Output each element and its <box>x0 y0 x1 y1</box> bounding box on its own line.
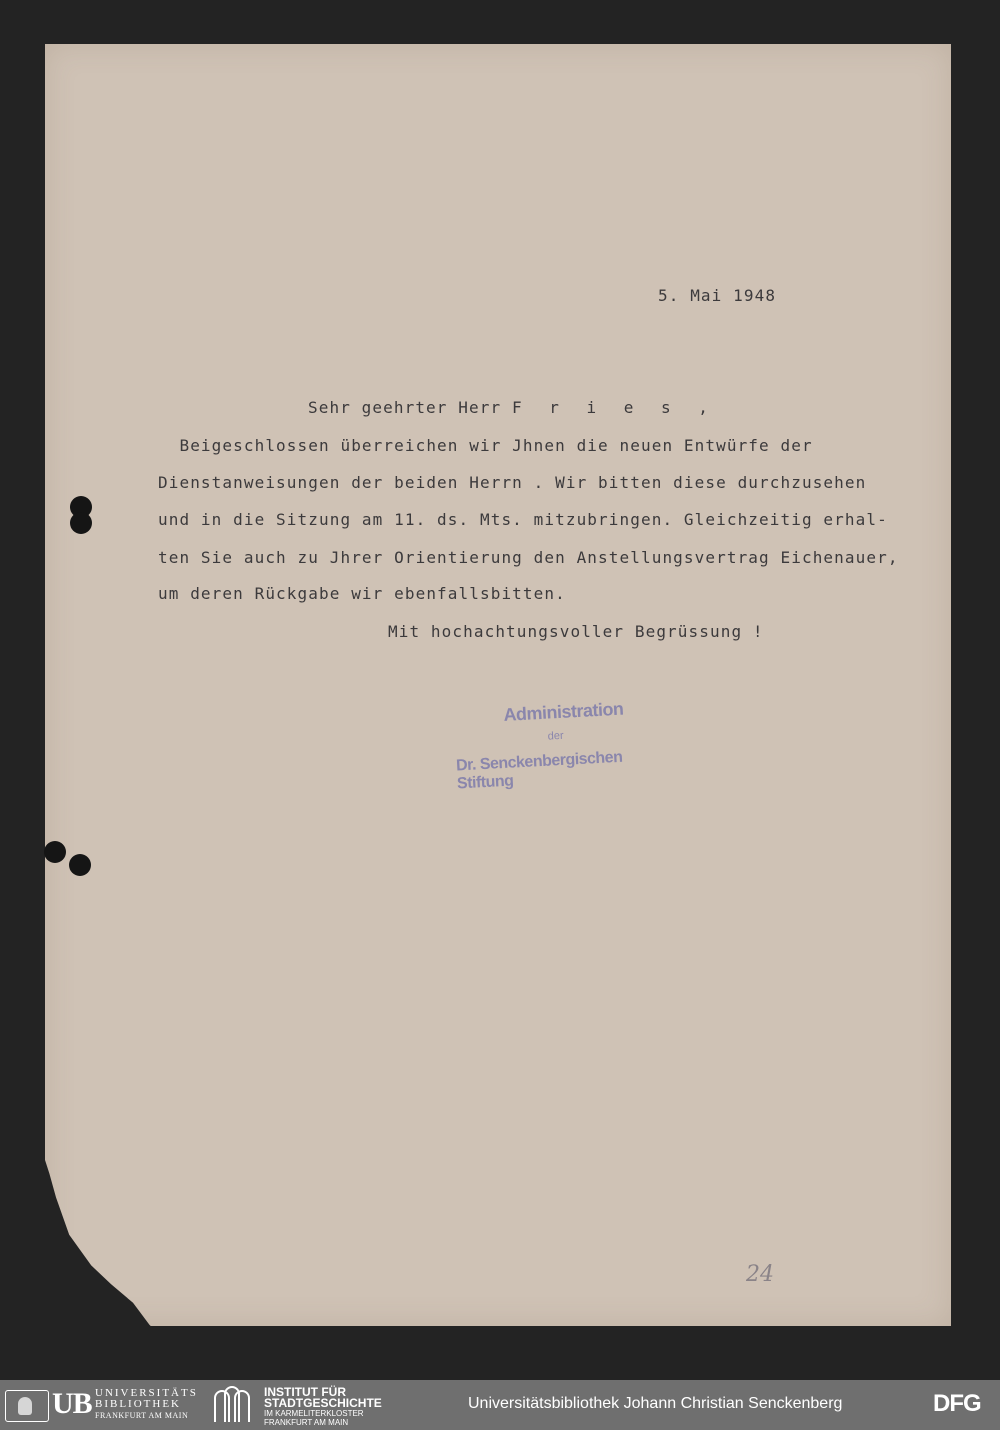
punch-hole <box>69 854 91 876</box>
isg-line: IM KARMELITERKLOSTER <box>264 1409 364 1418</box>
ub-line: FRANKFURT AM MAIN <box>95 1411 189 1420</box>
footer-bar <box>0 1380 1000 1430</box>
ub-logo-text <box>95 1388 198 1421</box>
letter-page <box>45 44 951 1326</box>
letter-date: 5. Mai 1948 <box>658 286 777 305</box>
punch-hole <box>70 512 92 534</box>
body-line: und in die Sitzung am 11. ds. Mts. mitzubringen. Gleichzeitig erhal- <box>158 510 888 529</box>
isg-line: FRANKFURT AM MAIN <box>264 1418 349 1427</box>
dfg-logo: DFG <box>933 1390 981 1417</box>
isg-arches-icon <box>214 1388 250 1422</box>
letter-salutation <box>308 398 717 417</box>
punch-hole <box>44 841 66 863</box>
body-line: um deren Rückgabe wir ebenfallsbitten. <box>158 584 566 603</box>
ub-portrait-icon <box>5 1390 49 1422</box>
body-line: ten Sie auch zu Jhrer Orientierung den Anstellungsvertrag Eichenauer, <box>158 548 899 567</box>
body-line: Dienstanweisungen der beiden Herrn . Wir bitten diese durchzusehen <box>158 473 867 492</box>
stamp-line: der <box>547 729 564 743</box>
ub-logo-letters: UB <box>52 1387 92 1420</box>
ub-line: BIBLIOTHEK <box>95 1398 181 1410</box>
salutation-name: F r i e s , <box>511 398 717 417</box>
salutation-prefix: Sehr geehrter Herr <box>308 398 512 417</box>
isg-logo-text <box>264 1387 382 1427</box>
library-name: Universitätsbibliothek Johann Christian Senckenberg <box>468 1395 843 1412</box>
institution-stamp <box>448 696 672 793</box>
stamp-line: Administration <box>502 698 624 725</box>
letter-closing: Mit hochachtungsvoller Begrüssung ! <box>388 622 764 641</box>
isg-line: STADTGESCHICHTE <box>264 1396 382 1410</box>
page-number-mark: 24 <box>746 1262 774 1287</box>
body-line: Beigeschlossen überreichen wir Jhnen die neuen Entwürfe der <box>158 436 813 455</box>
isg-line: INSTITUT FÜR <box>264 1385 346 1399</box>
ub-line: UNIVERSITÄTS <box>95 1387 198 1399</box>
stamp-line: Dr. Senckenbergischen Stiftung <box>455 748 623 793</box>
